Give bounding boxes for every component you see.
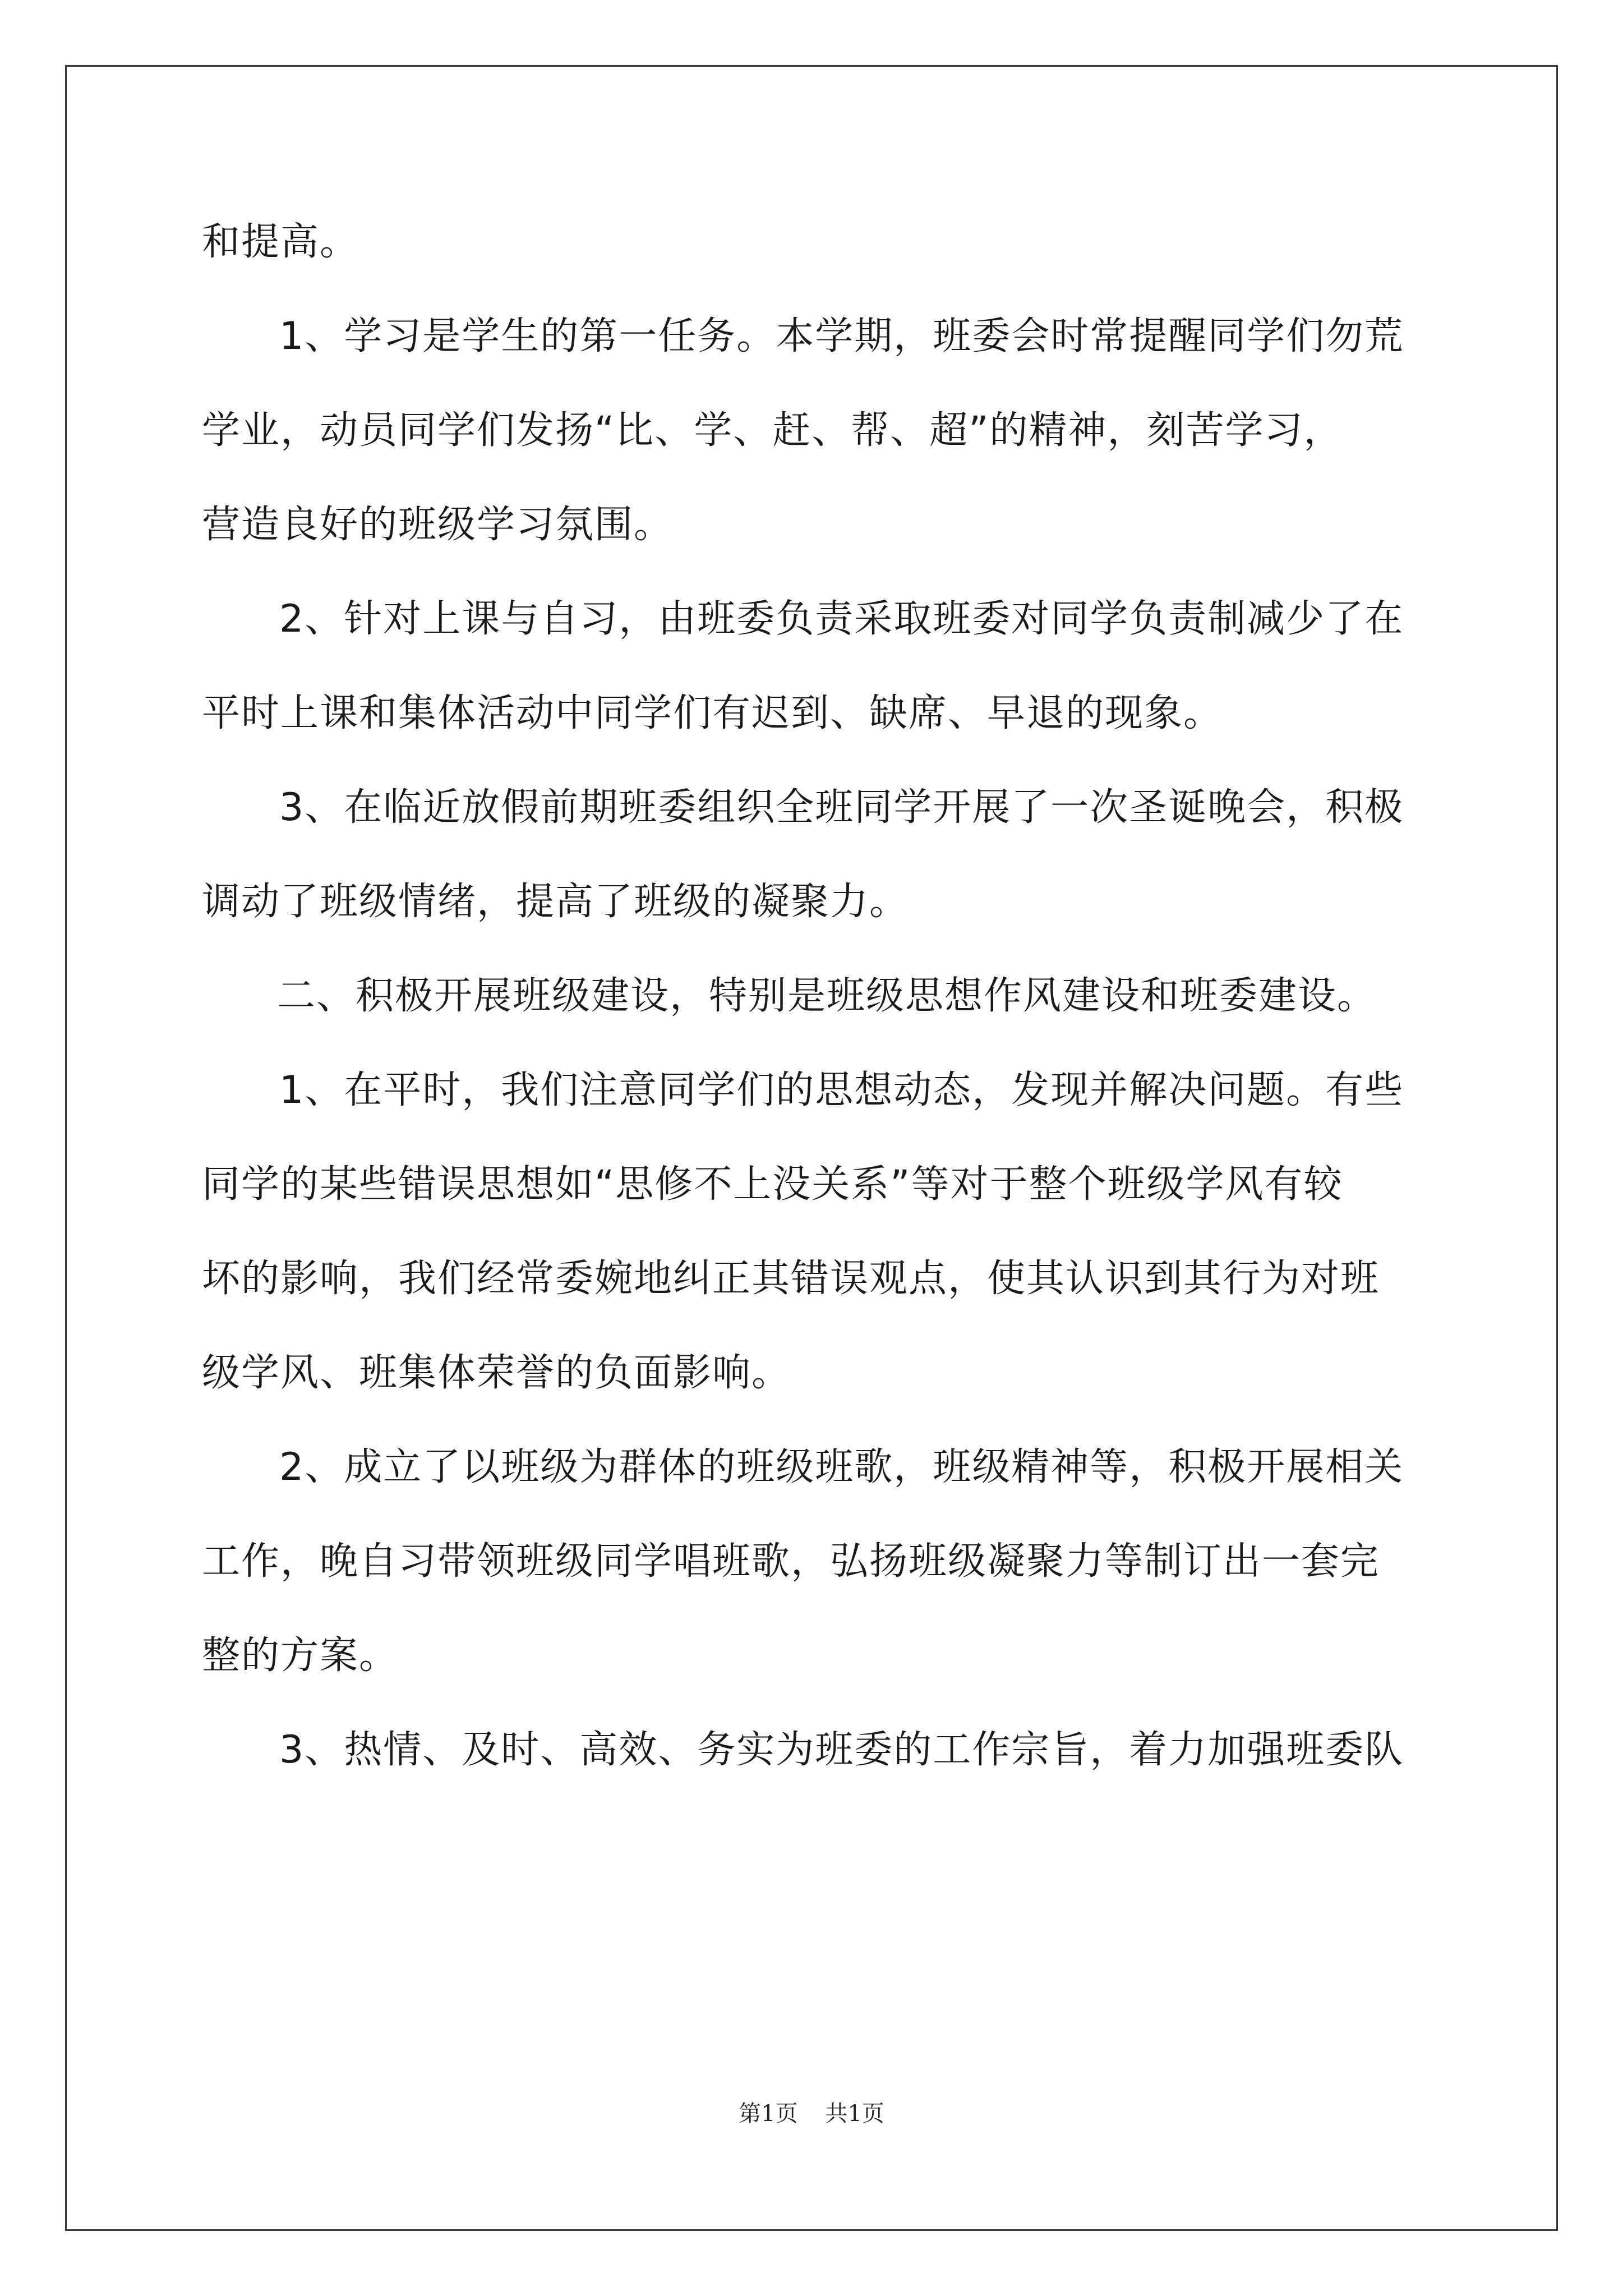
document-body <box>202 195 1436 1797</box>
text-line: 工作，晚自习带领班级同学唱班歌，弘扬班级凝聚力等制订出一套完 <box>202 1539 1380 1584</box>
text-line: 2、成立了以班级为群体的班级班歌，班级精神等，积极开展相关 <box>279 1445 1404 1489</box>
text-line: 坏的影响，我们经常委婉地纠正其错误观点，使其认识到其行为对班 <box>202 1257 1380 1301</box>
text-line: 1、在平时，我们注意同学们的思想动态，发现并解决问题。有些 <box>279 1068 1404 1112</box>
page-number: 第1页 <box>739 2101 798 2127</box>
text-line: 调动了班级情绪，提高了班级的凝聚力。 <box>202 880 909 924</box>
text-line: 和提高。 <box>202 220 359 264</box>
text-line: 3、热情、及时、高效、务实为班委的工作宗旨，着力加强班委队 <box>279 1728 1404 1772</box>
text-line: 3、在临近放假前期班委组织全班同学开展了一次圣诞晚会，积极 <box>279 785 1404 830</box>
text-line: 平时上课和集体活动中同学们有迟到、缺席、早退的现象。 <box>202 691 1223 735</box>
section-heading: 二、积极开展班级建设，特别是班级思想作风建设和班委建设。 <box>277 974 1377 1018</box>
text-line: 2、针对上课与自习，由班委负责采取班委对同学负责制减少了在 <box>279 597 1404 641</box>
text-line: 学业，动员同学们发扬“比、学、赶、帮、超”的精神，刻苦学习， <box>202 408 1343 453</box>
page-total: 共1页 <box>825 2101 884 2127</box>
text-line: 营造良好的班级学习氛围。 <box>202 503 674 547</box>
text-line: 级学风、班集体荣誉的负面影响。 <box>202 1351 791 1395</box>
text-line: 同学的某些错误思想如“思修不上没关系”等对于整个班级学风有较 <box>202 1162 1343 1207</box>
text-line: 整的方案。 <box>202 1634 399 1678</box>
text-line: 1、学习是学生的第一任务。本学期，班委会时常提醒同学们勿荒 <box>279 314 1404 358</box>
page-footer <box>0 2096 1623 2128</box>
